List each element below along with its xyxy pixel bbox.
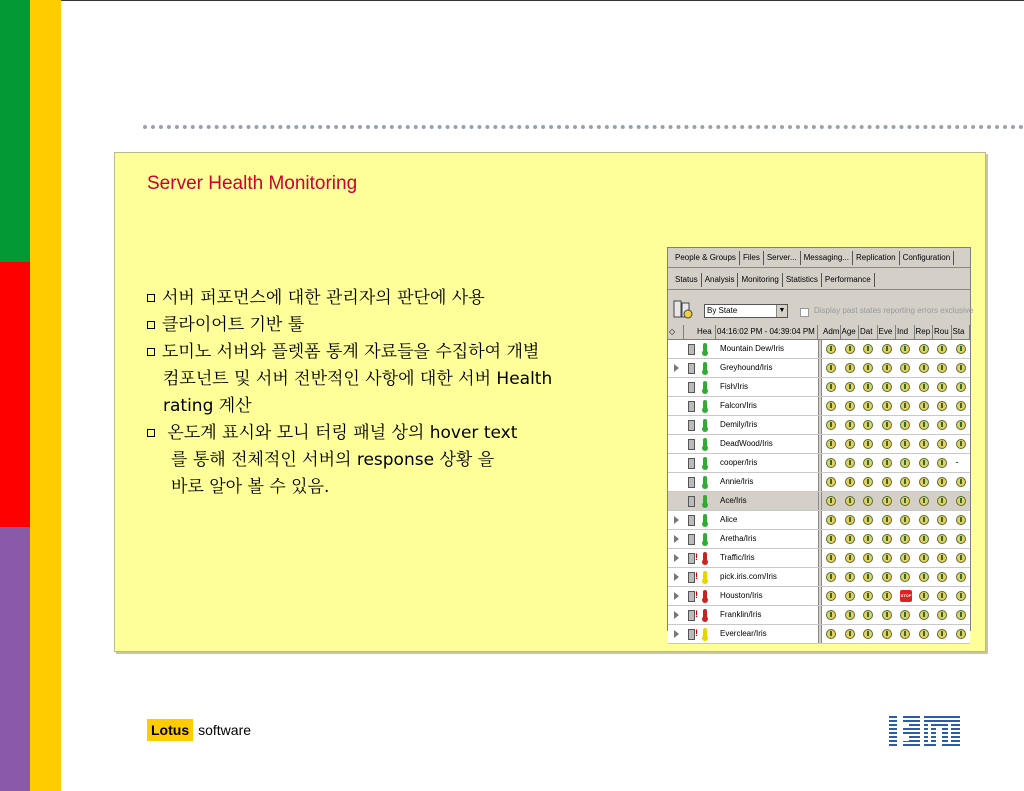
server-name: Greyhound/Iris: [720, 363, 773, 372]
header-sta[interactable]: Sta: [952, 325, 971, 339]
lotus-brand: Lotus: [147, 719, 193, 741]
status-dial-icon[interactable]: [845, 363, 855, 373]
bullet-continuation: 컴포넌트 및 서버 전반적인 사항에 대한 서버 Health: [163, 369, 553, 389]
status-dial-icon[interactable]: [956, 363, 966, 373]
status-dial-icon[interactable]: [826, 591, 836, 601]
chevron-down-icon[interactable]: ▼: [776, 305, 787, 317]
column-separator: [818, 549, 822, 567]
server-name: Aretha/Iris: [720, 534, 757, 543]
table-row[interactable]: [668, 511, 970, 530]
status-dial-icon[interactable]: [937, 344, 947, 354]
thermometer-icon[interactable]: [703, 590, 707, 601]
tab-people-groups[interactable]: People & Groups: [672, 251, 740, 265]
ibm-logo: [886, 716, 960, 748]
status-dial-icon[interactable]: [863, 534, 873, 544]
lotus-product: software: [198, 722, 252, 738]
status-dial-icon[interactable]: [900, 477, 910, 487]
status-dial-icon[interactable]: [900, 515, 910, 525]
column-separator: [818, 397, 822, 415]
tab-statistics[interactable]: Statistics: [783, 273, 822, 287]
status-dial-icon[interactable]: [919, 382, 929, 392]
server-name: Falcon/Iris: [720, 401, 757, 410]
bullet-text: 도미노 서버와 플렛폼 통계 자료들을 수집하여 개별: [162, 342, 540, 362]
thermometer-icon[interactable]: [703, 400, 707, 411]
table-row[interactable]: [668, 625, 970, 644]
thermometer-icon[interactable]: [703, 552, 707, 563]
status-dial-icon[interactable]: [863, 572, 873, 582]
bullet-text: 온도계 표시와 모니 터링 패널 상의 hover text: [162, 423, 518, 443]
thermometer-icon[interactable]: [703, 533, 707, 544]
status-dial-icon[interactable]: [956, 534, 966, 544]
stop-icon[interactable]: STOP: [900, 590, 912, 602]
status-dial-icon[interactable]: [882, 591, 892, 601]
status-dial-icon[interactable]: [919, 363, 929, 373]
server-icon: [688, 515, 695, 526]
status-dial-icon[interactable]: [956, 401, 966, 411]
column-separator: [818, 625, 822, 643]
status-dial-icon[interactable]: [845, 344, 855, 354]
server-name: pick.iris.com/Iris: [720, 572, 777, 581]
status-dial-icon[interactable]: [919, 496, 929, 506]
expand-arrow-icon[interactable]: [674, 611, 679, 619]
server-icon: [688, 363, 695, 374]
expand-arrow-icon[interactable]: [674, 554, 679, 562]
status-dial-icon[interactable]: [956, 610, 966, 620]
server-name: Traffic/Iris: [720, 553, 755, 562]
status-dial-icon[interactable]: [900, 344, 910, 354]
server-name: Franklin/Iris: [720, 610, 762, 619]
server-grid: [668, 325, 970, 644]
server-icon: [688, 496, 695, 507]
status-dial-icon[interactable]: [826, 629, 836, 639]
slide-title: Server Health Monitoring: [147, 173, 358, 194]
top-rule: [61, 0, 1024, 1]
bullet-text: 클라이어트 기반 툴: [162, 315, 305, 335]
thermometer-icon[interactable]: [703, 571, 707, 582]
header-health[interactable]: Hea: [696, 325, 716, 339]
status-dial-icon[interactable]: [863, 458, 873, 468]
thermometer-icon[interactable]: [703, 381, 707, 392]
status-dial-icon[interactable]: [845, 534, 855, 544]
status-dial-icon[interactable]: [826, 382, 836, 392]
status-dial-icon[interactable]: [900, 553, 910, 563]
server-name: Demily/Iris: [720, 420, 758, 429]
status-dial-icon[interactable]: [900, 496, 910, 506]
table-row[interactable]: [668, 568, 970, 587]
thermometer-icon[interactable]: [703, 438, 707, 449]
tab-server[interactable]: Server...: [764, 251, 801, 265]
status-dial-icon[interactable]: [900, 382, 910, 392]
status-dial-icon[interactable]: [882, 610, 892, 620]
tab-performance[interactable]: Performance: [822, 273, 875, 287]
status-dial-icon[interactable]: [863, 496, 873, 506]
status-dial-icon[interactable]: [919, 477, 929, 487]
status-dial-icon[interactable]: [882, 515, 892, 525]
thermometer-icon[interactable]: [703, 495, 707, 506]
status-dial-icon[interactable]: [845, 515, 855, 525]
status-dial-icon[interactable]: [937, 496, 947, 506]
status-dial-icon[interactable]: [882, 496, 892, 506]
status-dial-icon[interactable]: [919, 591, 929, 601]
status-dial-icon[interactable]: [863, 610, 873, 620]
status-dial-icon[interactable]: [826, 458, 836, 468]
status-dial-icon[interactable]: [863, 382, 873, 392]
status-dial-icon[interactable]: [882, 401, 892, 411]
column-separator: [818, 435, 822, 453]
tab-files[interactable]: Files: [740, 251, 764, 265]
status-dial-icon[interactable]: [900, 458, 910, 468]
bullet-continuation: rating 계산: [163, 396, 252, 416]
status-dial-icon[interactable]: [937, 382, 947, 392]
expand-arrow-icon[interactable]: [674, 573, 679, 581]
column-separator: [818, 378, 822, 396]
status-dial-icon[interactable]: [863, 420, 873, 430]
status-dial-icon[interactable]: [845, 553, 855, 563]
bullet-square-icon: [147, 294, 155, 302]
bullet-item: [147, 285, 667, 312]
thermometer-icon[interactable]: [703, 628, 707, 639]
status-dial-icon[interactable]: [900, 439, 910, 449]
header-time-range[interactable]: 04:16:02 PM - 04:39:04 PM: [716, 325, 818, 339]
status-dial-icon[interactable]: [882, 572, 892, 582]
column-separator: [818, 454, 822, 472]
thermometer-icon[interactable]: [703, 609, 707, 620]
status-dial-icon[interactable]: [845, 439, 855, 449]
status-dial-icon[interactable]: [826, 553, 836, 563]
table-row[interactable]: [668, 435, 970, 454]
status-dial-icon[interactable]: [900, 629, 910, 639]
status-dial-icon[interactable]: [882, 420, 892, 430]
sort-icon[interactable]: ◇: [668, 325, 684, 339]
status-dial-icon[interactable]: [882, 458, 892, 468]
table-row[interactable]: [668, 473, 970, 492]
server-icon: [688, 591, 695, 602]
status-dial-icon[interactable]: [937, 572, 947, 582]
table-row[interactable]: [668, 492, 970, 511]
server-name: Alice: [720, 515, 738, 524]
table-row[interactable]: [668, 606, 970, 625]
status-dial-icon[interactable]: [919, 572, 929, 582]
status-dial-icon[interactable]: [937, 610, 947, 620]
status-dial-icon[interactable]: [919, 439, 929, 449]
tab-messaging[interactable]: Messaging...: [801, 251, 853, 265]
server-icon: [688, 344, 695, 355]
top-tab-row: [672, 251, 954, 265]
lotus-software-logo: [147, 717, 251, 743]
status-dial-icon[interactable]: [845, 591, 855, 601]
column-separator: [818, 530, 822, 548]
server-icon: [688, 534, 695, 545]
server-icon: [688, 477, 695, 488]
view-select[interactable]: By State ▼: [704, 304, 788, 318]
status-dial-icon[interactable]: [845, 629, 855, 639]
status-dial-icon[interactable]: [826, 344, 836, 354]
status-dial-icon[interactable]: [863, 344, 873, 354]
status-dial-icon[interactable]: [863, 515, 873, 525]
server-icon: [688, 610, 695, 621]
status-dial-icon[interactable]: [845, 477, 855, 487]
header-rou[interactable]: Rou: [933, 325, 952, 339]
dotted-divider: [143, 125, 1024, 129]
status-dial-icon[interactable]: [863, 401, 873, 411]
server-monitor-screenshot: [667, 247, 974, 638]
bullet-continuation: 를 통해 전체적인 서버의 response 상황 을: [171, 450, 495, 470]
server-icon: [688, 553, 695, 564]
server-icon: [688, 458, 695, 469]
bullet-square-icon: [147, 348, 155, 356]
status-dial-icon[interactable]: [956, 382, 966, 392]
no-data-cell[interactable]: -: [955, 457, 959, 467]
status-dial-icon[interactable]: [845, 572, 855, 582]
column-separator: [818, 340, 822, 358]
bullet-item: [147, 420, 667, 447]
server-name: Everclear/Iris: [720, 629, 767, 638]
second-tab-row: [672, 273, 875, 287]
expand-arrow-icon[interactable]: [674, 516, 679, 524]
status-dial-icon[interactable]: [826, 401, 836, 411]
server-name: Fish/Iris: [720, 382, 748, 391]
column-separator: [818, 511, 822, 529]
status-dial-icon[interactable]: [900, 572, 910, 582]
tab-monitoring[interactable]: Monitoring: [738, 273, 782, 287]
status-dial-icon[interactable]: [826, 515, 836, 525]
alert-icon: !: [695, 552, 698, 562]
status-dial-icon[interactable]: [937, 553, 947, 563]
status-dial-icon[interactable]: [882, 363, 892, 373]
header-eve[interactable]: Eve: [878, 325, 897, 339]
bullet-item: [147, 312, 667, 339]
status-dial-icon[interactable]: [956, 344, 966, 354]
status-dial-icon[interactable]: [937, 439, 947, 449]
status-dial-icon[interactable]: [919, 553, 929, 563]
status-dial-icon[interactable]: [882, 534, 892, 544]
bullet-list: [147, 285, 667, 501]
status-dial-icon[interactable]: [937, 534, 947, 544]
status-dial-icon[interactable]: [919, 458, 929, 468]
thermometer-icon[interactable]: [703, 343, 707, 354]
thermometer-icon[interactable]: [703, 457, 707, 468]
status-dial-icon[interactable]: [956, 515, 966, 525]
status-dial-icon[interactable]: [937, 458, 947, 468]
color-stripe-purple: [0, 527, 30, 791]
bullet-continuation: 바로 알아 볼 수 있음.: [171, 477, 330, 497]
status-dial-icon[interactable]: [863, 553, 873, 563]
server-icon: [688, 439, 695, 450]
server-icon: [688, 629, 695, 640]
status-dial-icon[interactable]: [900, 420, 910, 430]
alert-icon: !: [695, 571, 698, 581]
expand-arrow-icon[interactable]: [674, 535, 679, 543]
display-past-label: Display past states reporting errors exclusive: [814, 306, 974, 315]
server-icon: [688, 572, 695, 583]
alert-icon: !: [695, 590, 698, 600]
status-dial-icon[interactable]: [919, 534, 929, 544]
status-dial-icon[interactable]: [900, 401, 910, 411]
status-dial-icon[interactable]: [882, 382, 892, 392]
table-row[interactable]: [668, 378, 970, 397]
server-name: Mountain Dew/Iris: [720, 344, 785, 353]
status-dial-icon[interactable]: [863, 439, 873, 449]
status-dial-icon[interactable]: [826, 477, 836, 487]
status-dial-icon[interactable]: [937, 401, 947, 411]
bullet-square-icon: [147, 321, 155, 329]
expand-arrow-icon[interactable]: [674, 630, 679, 638]
status-dial-icon[interactable]: [937, 363, 947, 373]
thermometer-icon[interactable]: [703, 419, 707, 430]
status-dial-icon[interactable]: [956, 496, 966, 506]
table-row[interactable]: [668, 359, 970, 378]
status-dial-icon[interactable]: [845, 458, 855, 468]
status-dial-icon[interactable]: [882, 477, 892, 487]
color-stripe-green: [0, 0, 30, 262]
thermometer-icon[interactable]: [703, 362, 707, 373]
status-dial-icon[interactable]: [826, 439, 836, 449]
status-dial-icon[interactable]: [919, 344, 929, 354]
column-separator: [818, 359, 822, 377]
status-dial-icon[interactable]: [882, 344, 892, 354]
table-row[interactable]: [668, 416, 970, 435]
expand-arrow-icon[interactable]: [674, 592, 679, 600]
table-row[interactable]: [668, 397, 970, 416]
alert-icon: !: [695, 609, 698, 619]
table-row[interactable]: [668, 530, 970, 549]
header-ind[interactable]: Ind: [896, 325, 915, 339]
status-dial-icon[interactable]: [937, 420, 947, 430]
status-dial-icon[interactable]: [956, 629, 966, 639]
status-dial-icon[interactable]: [845, 420, 855, 430]
status-dial-icon[interactable]: [937, 591, 947, 601]
status-dial-icon[interactable]: [937, 477, 947, 487]
header-age[interactable]: Age: [841, 325, 860, 339]
status-dial-icon[interactable]: [845, 401, 855, 411]
status-dial-icon[interactable]: [900, 534, 910, 544]
status-dial-icon[interactable]: [863, 629, 873, 639]
status-dial-icon[interactable]: [919, 420, 929, 430]
table-row[interactable]: [668, 340, 970, 359]
table-row[interactable]: [668, 587, 970, 606]
status-dial-icon[interactable]: [919, 515, 929, 525]
status-dial-icon[interactable]: [900, 363, 910, 373]
server-icon: [688, 382, 695, 393]
status-dial-icon[interactable]: [919, 610, 929, 620]
status-dial-icon[interactable]: [863, 477, 873, 487]
table-row[interactable]: [668, 549, 970, 568]
column-separator: [818, 568, 822, 586]
status-dial-icon[interactable]: [956, 572, 966, 582]
server-name: DeadWood/Iris: [720, 439, 773, 448]
header-adm[interactable]: Adm: [822, 325, 841, 339]
tab-replication[interactable]: Replication: [853, 251, 900, 265]
status-dial-icon[interactable]: [863, 591, 873, 601]
color-stripe-yellow: [30, 0, 61, 791]
status-dial-icon[interactable]: [956, 553, 966, 563]
header-rep[interactable]: Rep: [915, 325, 934, 339]
status-dial-icon[interactable]: [826, 420, 836, 430]
grid-header: [668, 325, 970, 340]
server-icon: [688, 420, 695, 431]
column-separator: [818, 416, 822, 434]
server-name: Ace/Iris: [720, 496, 747, 505]
status-dial-icon[interactable]: [826, 534, 836, 544]
status-dial-icon[interactable]: [956, 439, 966, 449]
bullet-text: 서버 퍼포먼스에 대한 관리자의 판단에 사용: [162, 288, 485, 308]
alert-icon: !: [695, 628, 698, 638]
column-separator: [818, 473, 822, 491]
status-dial-icon[interactable]: [956, 477, 966, 487]
status-dial-icon[interactable]: [919, 401, 929, 411]
bullet-item: [147, 339, 667, 366]
status-dial-icon[interactable]: [863, 363, 873, 373]
thermometer-icon[interactable]: [703, 476, 707, 487]
server-name: cooper/Iris: [720, 458, 758, 467]
status-dial-icon[interactable]: [826, 363, 836, 373]
column-separator: [818, 606, 822, 624]
tab-status[interactable]: Status: [672, 273, 702, 287]
status-dial-icon[interactable]: [956, 420, 966, 430]
status-dial-icon[interactable]: [845, 610, 855, 620]
server-group-icon[interactable]: [672, 298, 694, 320]
status-dial-icon[interactable]: [826, 572, 836, 582]
server-name: Annie/Iris: [720, 477, 754, 486]
display-past-checkbox[interactable]: [800, 308, 809, 317]
column-separator: [818, 587, 822, 605]
status-dial-icon[interactable]: [882, 439, 892, 449]
status-dial-icon[interactable]: [882, 629, 892, 639]
tab-configuration[interactable]: Configuration: [900, 251, 955, 265]
expand-arrow-icon[interactable]: [674, 364, 679, 372]
status-dial-icon[interactable]: [882, 553, 892, 563]
bullet-square-icon: [147, 429, 155, 437]
status-dial-icon[interactable]: [845, 382, 855, 392]
tab-analysis[interactable]: Analysis: [702, 273, 739, 287]
table-row[interactable]: [668, 454, 970, 473]
status-dial-icon[interactable]: [826, 610, 836, 620]
monitor-toolbar: [668, 296, 974, 324]
status-dial-icon[interactable]: [937, 515, 947, 525]
status-dial-icon[interactable]: [956, 591, 966, 601]
header-dat[interactable]: Dat: [859, 325, 878, 339]
server-icon: [688, 401, 695, 412]
thermometer-icon[interactable]: [703, 514, 707, 525]
server-name: Houston/Iris: [720, 591, 763, 600]
color-stripe-red: [0, 262, 30, 527]
status-dial-icon[interactable]: [826, 496, 836, 506]
status-dial-icon[interactable]: [937, 629, 947, 639]
status-dial-icon[interactable]: [919, 629, 929, 639]
column-separator: [818, 492, 822, 510]
status-dial-icon[interactable]: [900, 610, 910, 620]
status-dial-icon[interactable]: [845, 496, 855, 506]
